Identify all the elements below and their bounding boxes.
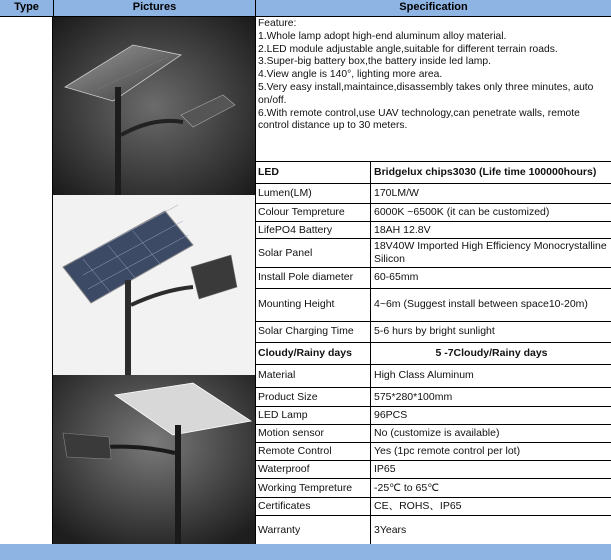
spec-key: Lumen(LM) <box>258 187 312 199</box>
spec-row-motion-sensor <box>256 424 611 442</box>
cell-divider <box>370 365 371 387</box>
spec-row-cloudy-days <box>256 342 611 364</box>
spec-value: 575*280*100mm <box>374 391 453 403</box>
spec-value: 4~6m (Suggest install between space10-20m) <box>374 298 588 310</box>
spec-value: 170LM/W <box>374 187 419 199</box>
feature-line: 6.With remote control,use UAV technology,can penetrate walls, remote control distance up to 30 meters. <box>258 107 580 132</box>
cell-divider <box>370 184 371 203</box>
feature-line: 4.View angle is 140°, lighting more area. <box>258 69 443 81</box>
solar-street-light-photo-3 <box>53 375 255 544</box>
spec-row-battery <box>256 221 611 238</box>
spec-key: Certificates <box>258 500 311 512</box>
spec-row-lumen <box>256 183 611 203</box>
spec-value: 6000K ~6500K (it can be customized) <box>374 206 550 218</box>
spec-key: Motion sensor <box>258 427 324 439</box>
cell-divider <box>370 407 371 424</box>
solar-street-light-photo-2 <box>53 195 255 375</box>
cell-divider <box>370 516 371 544</box>
spec-row-mounting-height <box>256 288 611 321</box>
cell-divider <box>370 388 371 406</box>
spec-key: Solar Charging Time <box>258 325 354 337</box>
spec-key: Mounting Height <box>258 298 335 310</box>
spec-value: 96PCS <box>374 409 408 421</box>
cell-divider <box>370 343 371 364</box>
table-footer-bar <box>0 544 611 560</box>
spec-value: 5-6 hurs by bright sunlight <box>374 325 495 337</box>
spec-value: 3Years <box>374 524 407 536</box>
spec-key: LED <box>258 166 279 178</box>
spec-row-warranty <box>256 515 611 545</box>
spec-row-led <box>256 161 611 183</box>
header-type: Type <box>14 1 39 13</box>
cell-divider <box>370 498 371 515</box>
cell-divider <box>370 239 371 267</box>
spec-row-product-size <box>256 387 611 406</box>
spec-row-material <box>256 364 611 387</box>
spec-row-working-temp <box>256 478 611 497</box>
cell-divider <box>370 268 371 288</box>
spec-row-colour-temp <box>256 203 611 221</box>
spec-value: 18V40W Imported High Efficiency Monocrystalline Silicon <box>374 240 607 265</box>
feature-block <box>258 18 608 133</box>
spec-value: Bridgelux chips3030 (Life time 100000hours) <box>374 166 597 178</box>
spec-key: Product Size <box>258 391 318 403</box>
spec-value: CE、ROHS、IP65 <box>374 500 462 512</box>
feature-title: Feature: <box>258 18 297 29</box>
cell-divider <box>370 222 371 238</box>
spec-key: Waterproof <box>258 463 310 475</box>
spec-row-pole-diameter <box>256 267 611 288</box>
spec-value: 5 -7Cloudy/Rainy days <box>435 347 548 359</box>
spec-key: Working Tempreture <box>258 482 353 494</box>
spec-key: Solar Panel <box>258 247 313 259</box>
spec-key: Install Pole diameter <box>258 271 354 283</box>
spec-key: LifePO4 Battery <box>258 224 333 236</box>
cell-divider <box>370 425 371 442</box>
spec-key: Colour Tempreture <box>258 206 345 218</box>
spec-value: No (customize is available) <box>374 427 500 439</box>
cell-divider <box>370 461 371 478</box>
cell-divider <box>370 443 371 460</box>
spec-row-led-lamp <box>256 406 611 424</box>
spec-key: Warranty <box>258 524 301 536</box>
cell-divider <box>370 289 371 321</box>
feature-line: 2.LED module adjustable angle,suitable for different terrain roads. <box>258 43 558 55</box>
feature-line: 3.Super-big battery box,the battery inside led lamp. <box>258 56 491 68</box>
spec-key: Cloudy/Rainy days <box>258 347 352 359</box>
spec-row-charging-time <box>256 321 611 342</box>
cell-divider <box>370 479 371 497</box>
spec-value: High Class Aluminum <box>374 369 474 381</box>
cell-divider <box>370 322 371 342</box>
header-pictures: Pictures <box>132 1 177 13</box>
table-header <box>0 0 611 17</box>
solar-street-light-photo-1 <box>53 17 255 195</box>
header-specification: Specification <box>399 1 468 13</box>
spec-row-solar-panel <box>256 238 611 267</box>
cell-divider <box>370 162 371 183</box>
spec-key: LED Lamp <box>258 409 308 421</box>
spec-value: -25℃ to 65℃ <box>374 482 440 494</box>
spec-value: IP65 <box>374 463 396 475</box>
spec-row-remote-control <box>256 442 611 460</box>
spec-value: Yes (1pc remote control per lot) <box>374 445 521 457</box>
spec-key: Remote Control <box>258 445 332 457</box>
feature-line: 1.Whole lamp adopt high-end aluminum alloy material. <box>258 30 507 42</box>
cell-divider <box>370 204 371 221</box>
spec-value: 18AH 12.8V <box>374 224 431 236</box>
spec-key: Material <box>258 369 296 381</box>
spec-value: 60-65mm <box>374 271 419 283</box>
spec-row-certificates <box>256 497 611 515</box>
feature-line: 5.Very easy install,maintaince,disassembly takes only three minutes, auto on/off. <box>258 81 594 106</box>
spec-row-waterproof <box>256 460 611 478</box>
